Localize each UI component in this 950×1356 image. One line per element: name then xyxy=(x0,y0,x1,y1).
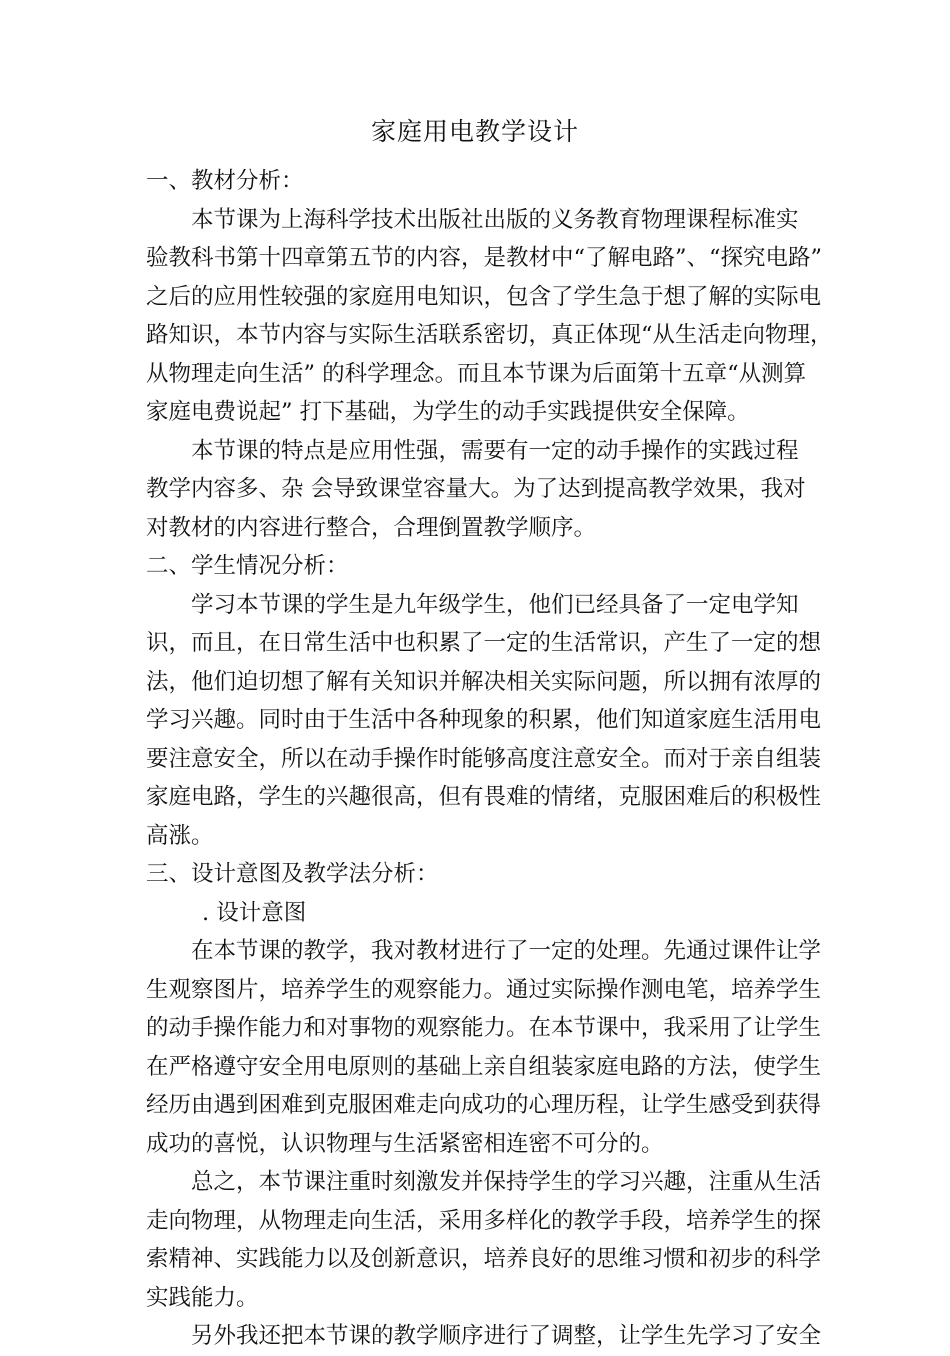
text-line: 走向物理，从物理走向生活，采用多样化的教学手段，培养学生的探 xyxy=(146,1207,822,1234)
text-line: 一、教材分析： xyxy=(146,168,304,194)
text-line: 家庭电路，学生的兴趣很高，但有畏难的情绪，克服困难后的积极性 xyxy=(146,784,822,810)
text-line: 验教科书第十四章第五节的内容，是教材中“了解电路”、“探究电路” xyxy=(146,245,823,271)
text-line: . 设计意图 xyxy=(202,899,307,926)
text-line: 学习本节课的学生是九年级学生，他们已经具备了一定电学知 xyxy=(191,591,799,618)
text-line: 要注意安全，所以在动手操作时能够高度注意安全。而对于亲自组装 xyxy=(146,745,822,772)
text-line: 路知识，本节内容与实际生活联系密切，真正体现“从生活走向物理， xyxy=(146,322,833,348)
text-line: 的动手操作能力和对事物的观察能力。在本节课中，我采用了让学生 xyxy=(146,1015,822,1041)
text-line: 成功的喜悦，认识物理与生活紧密相连密不可分的。 xyxy=(146,1130,664,1157)
text-line: 本节课为上海科学技术出版社出版的义务教育物理课程标准实 xyxy=(191,206,799,233)
text-line: 家庭电费说起” 打下基础，为学生的动手实践提供安全保障。 xyxy=(146,399,750,425)
text-line: 法，他们迫切想了解有关知识并解决相关实际问题，所以拥有浓厚的 xyxy=(146,668,822,695)
text-line: 经历由遇到困难到克服困难走向成功的心理历程，让学生感受到获得 xyxy=(146,1092,822,1118)
text-line: 索精神、实践能力以及创新意识，培养良好的思维习惯和初步的科学 xyxy=(146,1246,822,1272)
text-line: 在本节课的教学，我对教材进行了一定的处理。先通过课件让学 xyxy=(191,938,822,964)
text-line: 本节课的特点是应用性强，需要有一定的动手操作的实践过程 xyxy=(191,437,799,464)
text-line: 教学内容多、杂 会导致课堂容量大。为了达到提高教学效果，我对 xyxy=(146,476,806,502)
text-line: 二、学生情况分析： xyxy=(146,553,349,579)
text-line: 总之，本节课注重时刻激发并保持学生的学习兴趣，注重从生活 xyxy=(191,1169,822,1195)
text-line: 学习兴趣。同时由于生活中各种现象的积累，他们知道家庭生活用电 xyxy=(146,707,822,733)
text-line: 高涨。 xyxy=(146,822,214,849)
text-line: 三、设计意图及教学法分析： xyxy=(146,861,439,887)
text-line: 实践能力。 xyxy=(146,1284,259,1311)
text-line: 生观察图片，培养学生的观察能力。通过实际操作测电笔，培养学生 xyxy=(146,976,822,1003)
text-line: 在严格遵守安全用电原则的基础上亲自组装家庭电路的方法，使学生 xyxy=(146,1053,822,1080)
text-line: 之后的应用性较强的家庭用电知识，包含了学生急于想了解的实际电 xyxy=(146,283,822,310)
text-line: 对教材的内容进行整合，合理倒置教学顺序。 xyxy=(146,514,597,541)
text-line: 从物理走向生活” 的科学理念。而且本节课为后面第十五章“从测算 xyxy=(146,360,807,387)
text-line: 识，而且，在日常生活中也积累了一定的生活常识，产生了一定的想 xyxy=(146,630,822,656)
document-title: 家庭用电教学设计 xyxy=(370,117,579,146)
document-body xyxy=(146,162,833,1356)
text-line: 另外我还把本节课的教学顺序进行了调整，让学生先学习了安全 xyxy=(191,1323,822,1349)
